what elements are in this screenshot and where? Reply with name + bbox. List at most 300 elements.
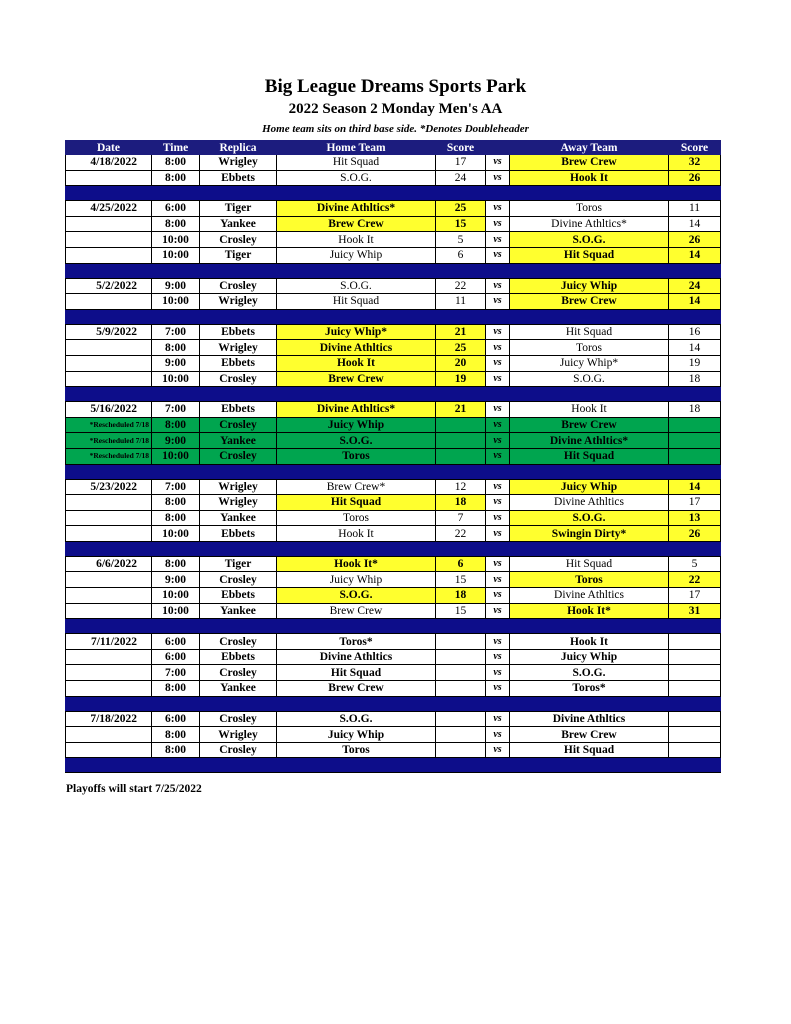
- home-team-cell: Juicy Whip: [277, 247, 436, 263]
- date-cell: [66, 247, 152, 263]
- time-cell: 8:00: [152, 340, 200, 356]
- away-team-cell: Brew Crew: [510, 727, 669, 743]
- time-cell: 10:00: [152, 232, 200, 248]
- separator-cell: [486, 186, 510, 201]
- separator-cell: [486, 696, 510, 711]
- away-score-cell: 14: [669, 247, 721, 263]
- away-score-cell: 17: [669, 588, 721, 604]
- col-header-home-team: Home Team: [277, 141, 436, 155]
- table-row: [66, 216, 721, 232]
- home-score-cell: 5: [436, 232, 486, 248]
- vs-cell: vs: [486, 417, 510, 433]
- table-row: [66, 232, 721, 248]
- away-score-cell: 26: [669, 526, 721, 542]
- table-row: [66, 417, 721, 433]
- time-cell: 10:00: [152, 588, 200, 604]
- away-score-cell: 19: [669, 355, 721, 371]
- home-team-cell: Hit Squad: [277, 294, 436, 310]
- table-row: [66, 649, 721, 665]
- time-cell: 8:00: [152, 155, 200, 171]
- away-score-cell: 24: [669, 278, 721, 294]
- replica-cell: Ebbets: [200, 526, 277, 542]
- separator-cell: [66, 696, 152, 711]
- replica-cell: Ebbets: [200, 649, 277, 665]
- separator-cell: [436, 541, 486, 556]
- away-team-cell: Divine Athltics: [510, 588, 669, 604]
- table-row: [66, 665, 721, 681]
- separator-cell: [152, 758, 200, 773]
- replica-cell: Wrigley: [200, 727, 277, 743]
- separator-cell: [436, 619, 486, 634]
- away-score-cell: 13: [669, 510, 721, 526]
- away-team-cell: Divine Athltics: [510, 711, 669, 727]
- date-cell: [66, 681, 152, 697]
- away-score-cell: 32: [669, 155, 721, 171]
- replica-cell: Ebbets: [200, 588, 277, 604]
- time-cell: 6:00: [152, 201, 200, 217]
- away-score-cell: [669, 665, 721, 681]
- separator-cell: [669, 541, 721, 556]
- date-cell: [66, 742, 152, 758]
- date-cell: [66, 572, 152, 588]
- table-row: [66, 324, 721, 340]
- away-team-cell: S.O.G.: [510, 665, 669, 681]
- table-row: [66, 294, 721, 310]
- away-team-cell: Juicy Whip: [510, 278, 669, 294]
- away-team-cell: S.O.G.: [510, 510, 669, 526]
- table-row: [66, 479, 721, 495]
- separator-cell: [277, 186, 436, 201]
- replica-cell: Crosley: [200, 448, 277, 464]
- home-score-cell: 12: [436, 479, 486, 495]
- time-cell: 6:00: [152, 649, 200, 665]
- vs-cell: vs: [486, 711, 510, 727]
- home-team-cell: Toros: [277, 448, 436, 464]
- separator-cell: [152, 541, 200, 556]
- away-team-cell: Hook It: [510, 170, 669, 186]
- vs-cell: vs: [486, 510, 510, 526]
- home-team-cell: Divine Athltics*: [277, 201, 436, 217]
- separator-cell: [66, 309, 152, 324]
- home-score-cell: 25: [436, 340, 486, 356]
- separator-cell: [277, 263, 436, 278]
- home-team-cell: Juicy Whip: [277, 727, 436, 743]
- vs-cell: vs: [486, 526, 510, 542]
- vs-cell: vs: [486, 371, 510, 387]
- replica-cell: Yankee: [200, 433, 277, 449]
- vs-cell: vs: [486, 742, 510, 758]
- time-cell: 8:00: [152, 495, 200, 511]
- separator-cell: [510, 696, 669, 711]
- time-cell: 8:00: [152, 417, 200, 433]
- table-row: [66, 170, 721, 186]
- separator-cell: [200, 309, 277, 324]
- week-separator-row: [66, 309, 721, 324]
- date-cell: [66, 603, 152, 619]
- separator-cell: [669, 387, 721, 402]
- vs-cell: vs: [486, 681, 510, 697]
- time-cell: 6:00: [152, 711, 200, 727]
- separator-cell: [277, 309, 436, 324]
- separator-cell: [152, 464, 200, 479]
- separator-cell: [152, 696, 200, 711]
- home-team-cell: Juicy Whip: [277, 572, 436, 588]
- away-team-cell: Toros*: [510, 681, 669, 697]
- separator-cell: [66, 619, 152, 634]
- time-cell: 10:00: [152, 448, 200, 464]
- separator-cell: [200, 387, 277, 402]
- replica-cell: Wrigley: [200, 294, 277, 310]
- home-team-cell: Brew Crew*: [277, 479, 436, 495]
- separator-cell: [436, 186, 486, 201]
- date-cell: 4/18/2022: [66, 155, 152, 171]
- away-team-cell: Hook It*: [510, 603, 669, 619]
- vs-cell: vs: [486, 572, 510, 588]
- date-cell: *Rescheduled 7/18: [66, 448, 152, 464]
- separator-cell: [486, 263, 510, 278]
- replica-cell: Ebbets: [200, 355, 277, 371]
- replica-cell: Ebbets: [200, 170, 277, 186]
- table-row: [66, 201, 721, 217]
- separator-cell: [277, 464, 436, 479]
- time-cell: 8:00: [152, 727, 200, 743]
- home-score-cell: [436, 417, 486, 433]
- vs-cell: vs: [486, 201, 510, 217]
- vs-cell: vs: [486, 294, 510, 310]
- home-team-cell: Hit Squad: [277, 155, 436, 171]
- date-cell: [66, 371, 152, 387]
- away-score-cell: [669, 742, 721, 758]
- home-team-cell: S.O.G.: [277, 588, 436, 604]
- home-score-cell: 15: [436, 572, 486, 588]
- vs-cell: vs: [486, 216, 510, 232]
- replica-cell: Wrigley: [200, 155, 277, 171]
- time-cell: 8:00: [152, 216, 200, 232]
- away-team-cell: Toros: [510, 340, 669, 356]
- date-cell: [66, 495, 152, 511]
- home-team-cell: Juicy Whip*: [277, 324, 436, 340]
- away-score-cell: 31: [669, 603, 721, 619]
- home-score-cell: 11: [436, 294, 486, 310]
- home-team-cell: Toros*: [277, 634, 436, 650]
- separator-cell: [669, 186, 721, 201]
- separator-cell: [436, 696, 486, 711]
- replica-cell: Yankee: [200, 603, 277, 619]
- vs-cell: vs: [486, 433, 510, 449]
- date-cell: [66, 588, 152, 604]
- separator-cell: [510, 309, 669, 324]
- schedule-table: [65, 140, 721, 773]
- date-cell: 7/18/2022: [66, 711, 152, 727]
- date-cell: *Rescheduled 7/18: [66, 433, 152, 449]
- away-score-cell: 18: [669, 371, 721, 387]
- vs-cell: vs: [486, 278, 510, 294]
- away-team-cell: Hook It: [510, 402, 669, 418]
- home-team-cell: Brew Crew: [277, 371, 436, 387]
- table-row: [66, 588, 721, 604]
- replica-cell: Yankee: [200, 216, 277, 232]
- time-cell: 10:00: [152, 603, 200, 619]
- vs-cell: vs: [486, 588, 510, 604]
- replica-cell: Yankee: [200, 681, 277, 697]
- time-cell: 9:00: [152, 572, 200, 588]
- time-cell: 8:00: [152, 556, 200, 572]
- time-cell: 9:00: [152, 433, 200, 449]
- separator-cell: [277, 387, 436, 402]
- table-row: [66, 681, 721, 697]
- table-row: [66, 371, 721, 387]
- home-score-cell: 22: [436, 278, 486, 294]
- table-row: [66, 433, 721, 449]
- replica-cell: Ebbets: [200, 402, 277, 418]
- vs-cell: vs: [486, 324, 510, 340]
- time-cell: 9:00: [152, 355, 200, 371]
- away-team-cell: S.O.G.: [510, 371, 669, 387]
- home-team-cell: Hook It: [277, 355, 436, 371]
- week-separator-row: [66, 464, 721, 479]
- separator-cell: [200, 186, 277, 201]
- separator-cell: [436, 263, 486, 278]
- vs-cell: vs: [486, 479, 510, 495]
- replica-cell: Tiger: [200, 201, 277, 217]
- away-team-cell: Hook It: [510, 634, 669, 650]
- home-score-cell: 25: [436, 201, 486, 217]
- replica-cell: Crosley: [200, 278, 277, 294]
- away-team-cell: Hit Squad: [510, 324, 669, 340]
- away-team-cell: Juicy Whip*: [510, 355, 669, 371]
- date-cell: [66, 649, 152, 665]
- home-score-cell: 17: [436, 155, 486, 171]
- home-score-cell: 19: [436, 371, 486, 387]
- date-cell: [66, 727, 152, 743]
- date-cell: 5/9/2022: [66, 324, 152, 340]
- home-team-cell: Hook It: [277, 232, 436, 248]
- away-team-cell: Divine Athltics*: [510, 433, 669, 449]
- away-score-cell: 11: [669, 201, 721, 217]
- date-cell: [66, 170, 152, 186]
- separator-cell: [436, 309, 486, 324]
- table-row: [66, 402, 721, 418]
- table-row: [66, 711, 721, 727]
- time-cell: 8:00: [152, 510, 200, 526]
- table-row: [66, 448, 721, 464]
- col-header-time: Time: [152, 141, 200, 155]
- separator-cell: [152, 309, 200, 324]
- date-cell: 7/11/2022: [66, 634, 152, 650]
- home-score-cell: [436, 634, 486, 650]
- col-header-home-score: Score: [436, 141, 486, 155]
- away-score-cell: [669, 681, 721, 697]
- week-separator-row: [66, 541, 721, 556]
- vs-cell: vs: [486, 649, 510, 665]
- time-cell: 8:00: [152, 681, 200, 697]
- away-team-cell: Hit Squad: [510, 448, 669, 464]
- date-cell: [66, 294, 152, 310]
- away-score-cell: 26: [669, 232, 721, 248]
- away-team-cell: Juicy Whip: [510, 649, 669, 665]
- home-team-cell: Hit Squad: [277, 665, 436, 681]
- date-cell: [66, 355, 152, 371]
- date-cell: [66, 340, 152, 356]
- date-cell: 4/25/2022: [66, 201, 152, 217]
- home-score-cell: [436, 448, 486, 464]
- away-score-cell: [669, 417, 721, 433]
- time-cell: 10:00: [152, 294, 200, 310]
- home-team-cell: Divine Athltics: [277, 649, 436, 665]
- time-cell: 6:00: [152, 634, 200, 650]
- away-team-cell: S.O.G.: [510, 232, 669, 248]
- away-score-cell: [669, 711, 721, 727]
- home-team-cell: Divine Athltics*: [277, 402, 436, 418]
- separator-cell: [66, 541, 152, 556]
- vs-cell: vs: [486, 665, 510, 681]
- vs-cell: vs: [486, 232, 510, 248]
- home-team-cell: Juicy Whip: [277, 417, 436, 433]
- home-score-cell: 22: [436, 526, 486, 542]
- vs-cell: vs: [486, 402, 510, 418]
- home-score-cell: 15: [436, 603, 486, 619]
- away-team-cell: Hit Squad: [510, 742, 669, 758]
- separator-cell: [669, 464, 721, 479]
- replica-cell: Crosley: [200, 371, 277, 387]
- date-cell: 5/16/2022: [66, 402, 152, 418]
- separator-cell: [152, 387, 200, 402]
- separator-cell: [436, 387, 486, 402]
- home-score-cell: 18: [436, 588, 486, 604]
- week-separator-row: [66, 758, 721, 773]
- separator-cell: [510, 387, 669, 402]
- away-team-cell: Brew Crew: [510, 294, 669, 310]
- away-score-cell: [669, 727, 721, 743]
- separator-cell: [200, 696, 277, 711]
- away-team-cell: Toros: [510, 201, 669, 217]
- time-cell: 7:00: [152, 665, 200, 681]
- separator-cell: [510, 464, 669, 479]
- separator-cell: [486, 619, 510, 634]
- home-score-cell: 21: [436, 402, 486, 418]
- table-row: [66, 634, 721, 650]
- col-header-away-score: Score: [669, 141, 721, 155]
- table-row: [66, 556, 721, 572]
- separator-cell: [486, 758, 510, 773]
- week-separator-row: [66, 263, 721, 278]
- home-team-cell: Divine Athltics: [277, 340, 436, 356]
- away-team-cell: Brew Crew: [510, 155, 669, 171]
- table-row: [66, 355, 721, 371]
- away-team-cell: Juicy Whip: [510, 479, 669, 495]
- date-cell: [66, 232, 152, 248]
- away-team-cell: Divine Athltics*: [510, 216, 669, 232]
- replica-cell: Wrigley: [200, 340, 277, 356]
- separator-cell: [486, 387, 510, 402]
- home-team-cell: Toros: [277, 742, 436, 758]
- home-score-cell: 7: [436, 510, 486, 526]
- away-score-cell: 14: [669, 216, 721, 232]
- home-score-cell: 6: [436, 247, 486, 263]
- vs-cell: vs: [486, 556, 510, 572]
- time-cell: 10:00: [152, 371, 200, 387]
- replica-cell: Ebbets: [200, 324, 277, 340]
- date-cell: 5/2/2022: [66, 278, 152, 294]
- separator-cell: [436, 464, 486, 479]
- time-cell: 8:00: [152, 742, 200, 758]
- away-score-cell: 14: [669, 340, 721, 356]
- separator-cell: [510, 541, 669, 556]
- home-team-cell: Brew Crew: [277, 681, 436, 697]
- replica-cell: Crosley: [200, 572, 277, 588]
- away-team-cell: Hit Squad: [510, 556, 669, 572]
- separator-cell: [66, 186, 152, 201]
- separator-cell: [66, 263, 152, 278]
- separator-cell: [200, 758, 277, 773]
- away-team-cell: Brew Crew: [510, 417, 669, 433]
- home-score-cell: 24: [436, 170, 486, 186]
- separator-cell: [669, 263, 721, 278]
- home-score-cell: [436, 711, 486, 727]
- home-score-cell: [436, 681, 486, 697]
- replica-cell: Crosley: [200, 634, 277, 650]
- away-team-cell: Swingin Dirty*: [510, 526, 669, 542]
- table-row: [66, 742, 721, 758]
- separator-cell: [669, 309, 721, 324]
- home-team-cell: Hook It: [277, 526, 436, 542]
- away-score-cell: [669, 634, 721, 650]
- table-row: [66, 155, 721, 171]
- away-team-cell: Toros: [510, 572, 669, 588]
- separator-cell: [510, 263, 669, 278]
- home-score-cell: 6: [436, 556, 486, 572]
- page-title: Big League Dreams Sports Park: [264, 76, 527, 97]
- separator-cell: [152, 186, 200, 201]
- home-score-cell: [436, 742, 486, 758]
- away-score-cell: 17: [669, 495, 721, 511]
- date-cell: *Rescheduled 7/18: [66, 417, 152, 433]
- date-cell: 6/6/2022: [66, 556, 152, 572]
- separator-cell: [200, 464, 277, 479]
- col-header-vs: [486, 141, 510, 155]
- vs-cell: vs: [486, 155, 510, 171]
- separator-cell: [152, 263, 200, 278]
- date-cell: [66, 665, 152, 681]
- home-score-cell: 18: [436, 495, 486, 511]
- table-row: [66, 727, 721, 743]
- separator-cell: [486, 541, 510, 556]
- time-cell: 7:00: [152, 324, 200, 340]
- separator-cell: [152, 619, 200, 634]
- away-team-cell: Hit Squad: [510, 247, 669, 263]
- vs-cell: vs: [486, 495, 510, 511]
- time-cell: 10:00: [152, 247, 200, 263]
- away-score-cell: [669, 649, 721, 665]
- playoffs-note: Playoffs will start 7/25/2022: [66, 783, 202, 795]
- vs-cell: vs: [486, 634, 510, 650]
- replica-cell: Crosley: [200, 232, 277, 248]
- home-team-cell: Brew Crew: [277, 603, 436, 619]
- time-cell: 7:00: [152, 479, 200, 495]
- table-row: [66, 526, 721, 542]
- home-team-cell: Hit Squad: [277, 495, 436, 511]
- replica-cell: Tiger: [200, 556, 277, 572]
- separator-cell: [669, 619, 721, 634]
- home-team-cell: S.O.G.: [277, 711, 436, 727]
- home-score-cell: 21: [436, 324, 486, 340]
- separator-cell: [277, 758, 436, 773]
- separator-cell: [669, 696, 721, 711]
- home-score-cell: [436, 727, 486, 743]
- home-score-cell: [436, 433, 486, 449]
- separator-cell: [486, 464, 510, 479]
- separator-cell: [200, 263, 277, 278]
